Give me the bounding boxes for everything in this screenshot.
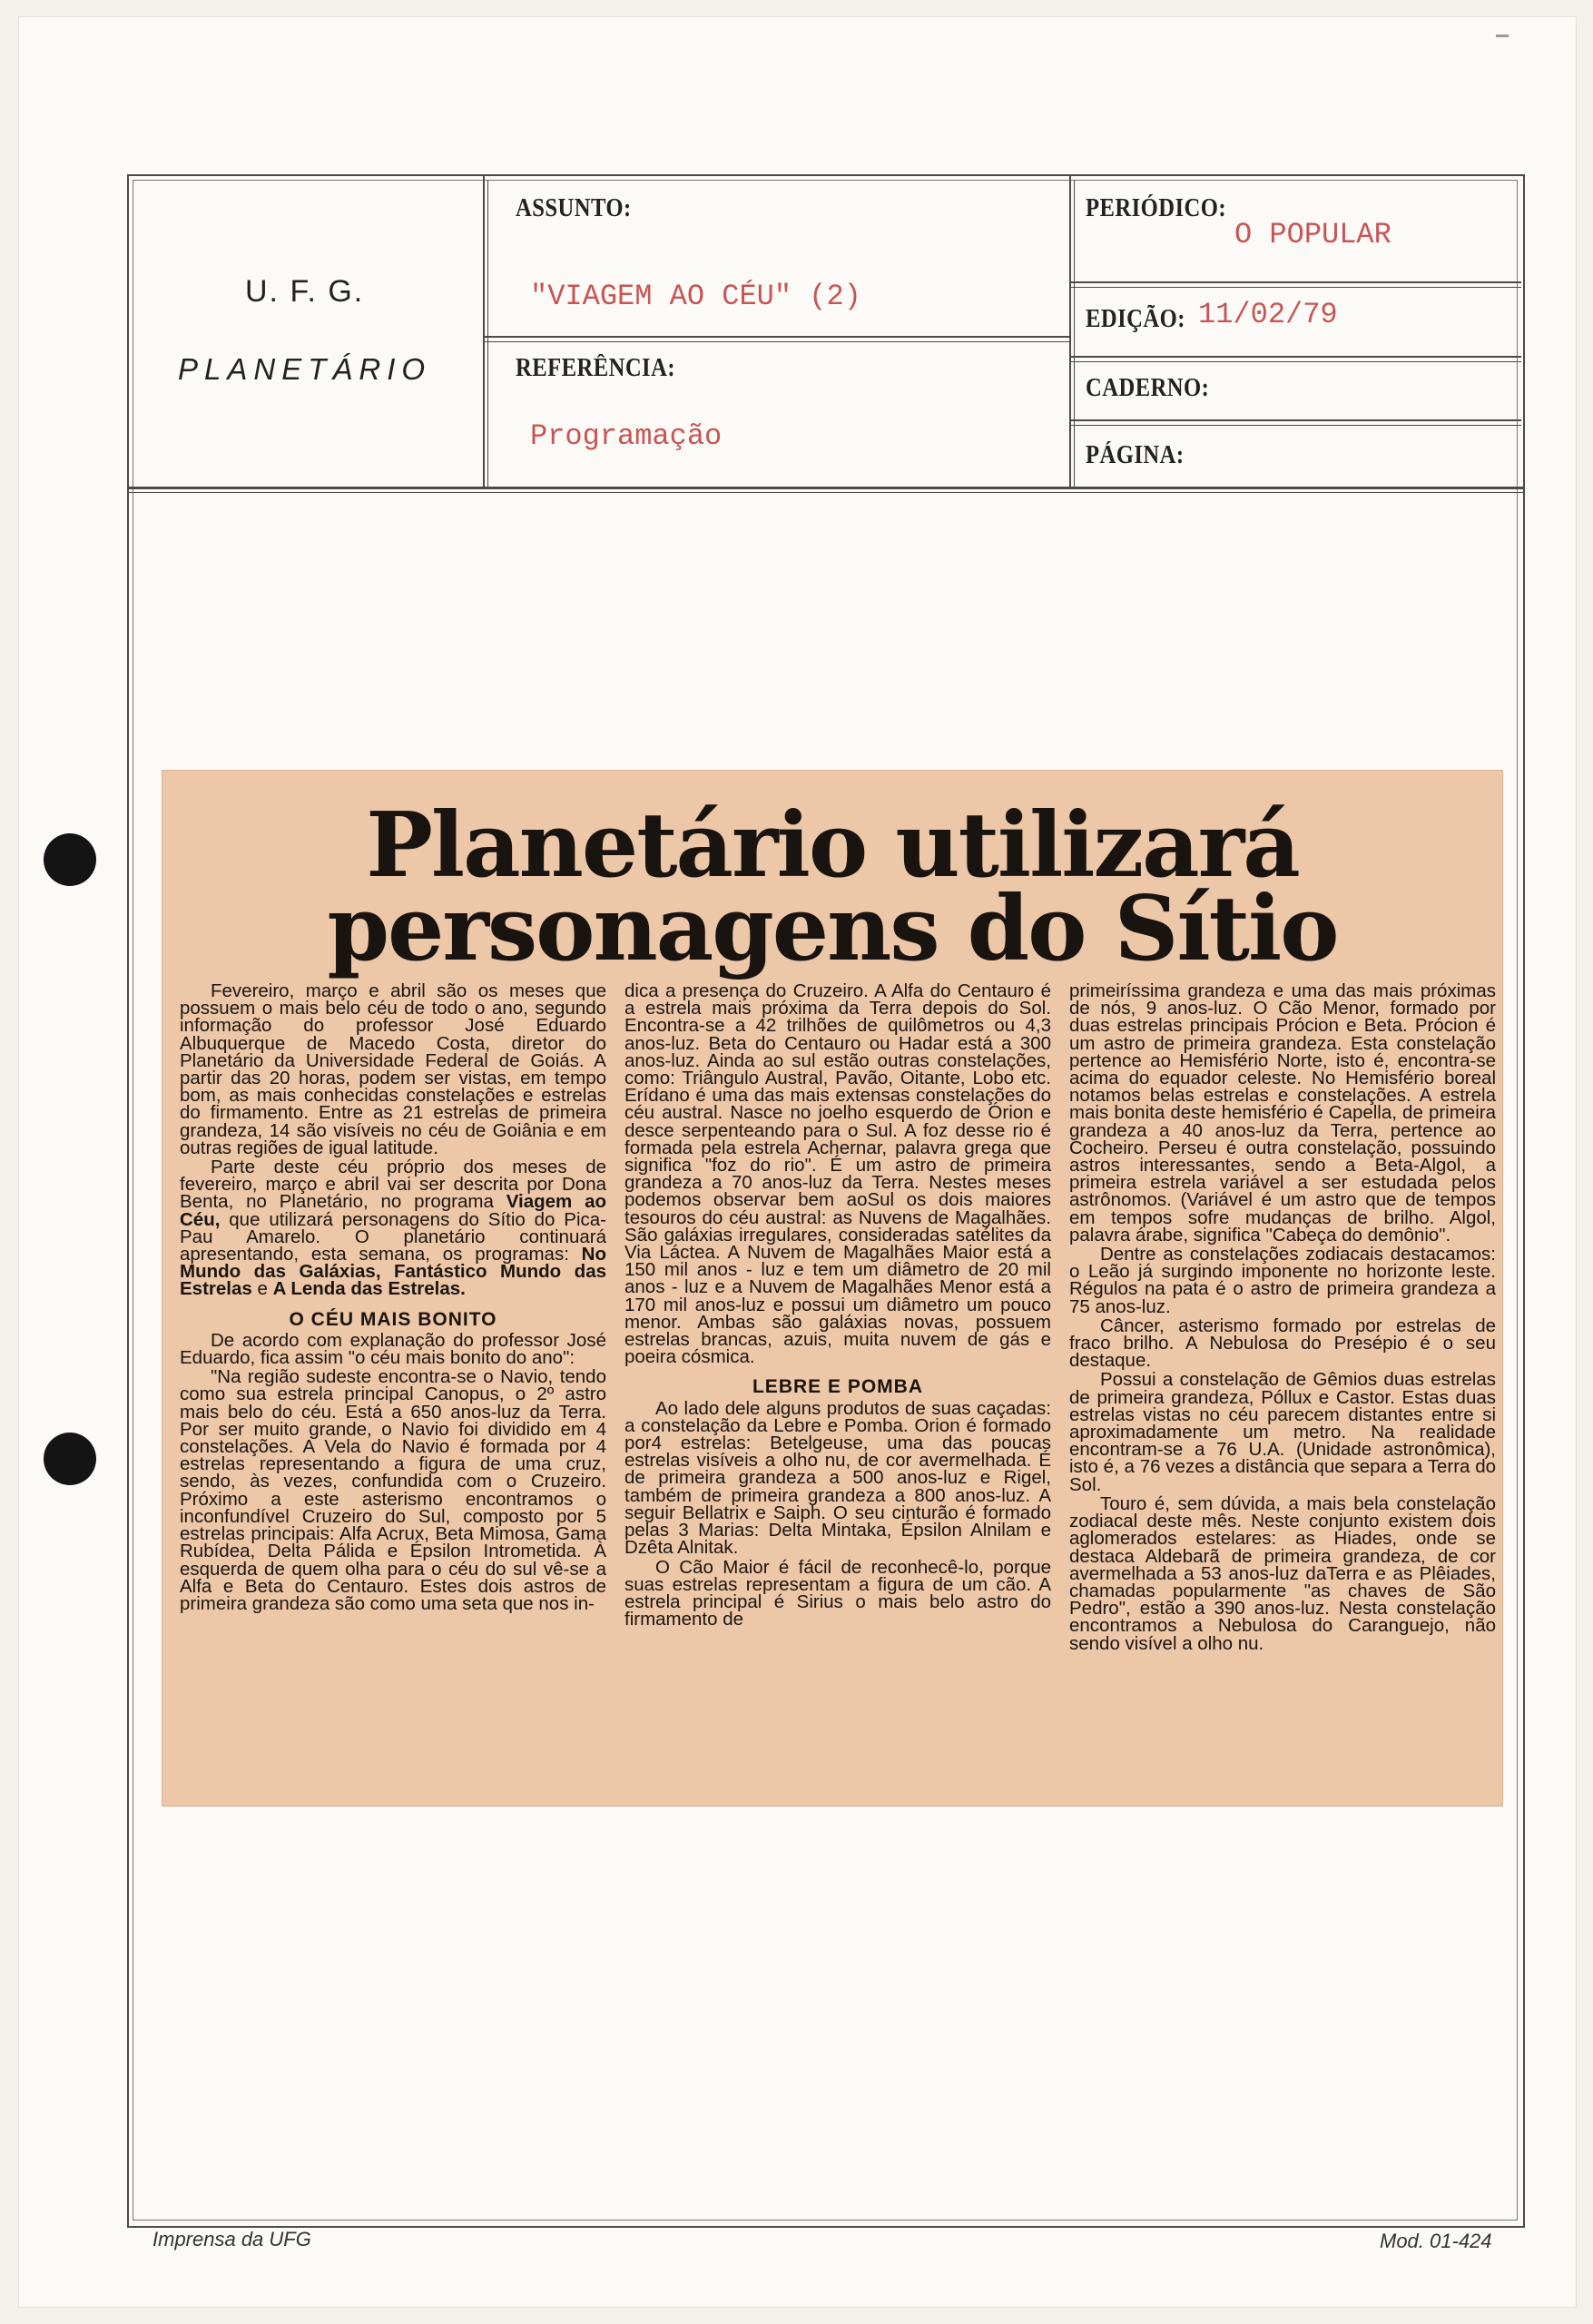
binder-hole-top bbox=[44, 833, 96, 886]
col2-subhead: LEBRE E POMBA bbox=[752, 1376, 923, 1398]
col1-paragraph-2: Parte deste céu próprio dos meses de fevereiro, março e abril vai ser descrita por Dona Benta, no Planetário, no programa Viagem ao Céu, que utilizará personagens do Sítio do Pica-Pau Amarelo. O planetário continuará apresentando, esta semana, os programas: No Mundo das Galáxias, Fantástico Mundo das Estrelas e A Lenda das Estrelas. bbox=[180, 1157, 607, 1300]
referencia-label: REFERÊNCIA: bbox=[516, 354, 675, 382]
department-name: PLANETÁRIO bbox=[178, 352, 432, 386]
edicao-value: 11/02/79 bbox=[1198, 298, 1338, 331]
col3-paragraph-3: Câncer, asterismo formado por estrelas de fraco brilho. A Nebulosa do Presépio é o seu destaque. bbox=[1069, 1315, 1496, 1372]
col3-paragraph-4: Possui a constelação de Gêmios duas estrelas de primeira grandeza, Póllux e Castor. Estas duas estrelas vistas no céu parecem distantes entre si aproximadamente um metro. Na realidade encontram-se a 76 U.A. (Unidade astronômica), isto é, a 76 vezes a distância que separa a Terra do Sol. bbox=[1069, 1369, 1496, 1495]
col1-paragraph-4: "Na região sudeste encontra-se o Navio, tendo como sua estrela principal Canopus, o 2º astro mais belo do céu. Está a 650 anos-luz da Terra. Por ser muito grande, o Navio foi dividido em 4 constelações. A Vela do Navio é formada por 4 estrelas representando a figura de uma cruz, sendo, às vezes, confundida com o Cruzeiro. Próximo a este asterismo encontramos o inconfundível Cruzeiro do Sul, composto por 5 estrelas principais: Alfa Acrux, Beta Mimosa, Gama Rubídea, Delta Pálida e Épsilon Intrometida. À esquerda de quem olha para o céu do sul vê-se a Alfa e Beta do Centauro. Estes dois astros de primeira grandeza são como uma seta que nos in- bbox=[180, 1366, 606, 1614]
periodico-value: O POPULAR bbox=[1234, 218, 1391, 251]
edicao-label: EDIÇÃO: bbox=[1086, 305, 1185, 333]
header-bottom-line bbox=[127, 487, 1523, 489]
footer-printer: Imprensa da UFG bbox=[152, 2228, 311, 2250]
col2-paragraph-3: O Cão Maior é fácil de reconhecê-lo, porque suas estrelas representam a figura de um cão. A estrela principal é Sirius o mais belo astro do firmamento de bbox=[624, 1556, 1051, 1630]
col2-paragraph-1: dica a presença do Cruzeiro. A Alfa do Centauro é a estrela mais próxima da Terra depois do Sol. Encontra-se a 42 trilhões de quilômetros ou 4,3 anos-luz. Beta do Centauro ou Hadar está a 300 anos-luz. Ainda ao sul estão outras constelações, como: Triângulo Austral, Pavão, Oitante, Lobo etc. Erídano é uma das mais extensas constelações do céu austral. Nasce no joelho esquerdo de Órion e desce serpenteando para o Sul. A foz desse rio é formada pela estrela Achernar, palavra grega que significa "foz do rio". É um astro de primeira grandeza a 70 anos-luz da Terra. Nestes meses podemos observar bem aoSul os dois maiores tesouros do céu austral: as Nuvens de Magalhães. São galáxias irregulares, consideradas satélites da Via Láctea. A Nuvem de Magalhães Maior está a 150 mil anos - luz e tem um diâmetro de 20 mil anos - luz e a Nuvem de Magalhães Menor está a 170 mil anos-luz e possui um diâmetro um pouco menor. Ambas são galáxias novas, possuem estrelas brancas, azuis, muita nuvem de gás e poeira cósmica. bbox=[624, 980, 1051, 1368]
pagina-label: PÁGINA: bbox=[1086, 441, 1185, 469]
col1-paragraph-3: De acordo com explanação do professor José Eduardo, fica assim "o céu mais bonito do ano": bbox=[180, 1329, 606, 1369]
col1-paragraph-1: Fevereiro, março e abril são os meses que possuem o mais belo céu de todo o ano, segundo informação do professor José Eduardo Albuquerque de Macedo Costa, diretor do Planetário da Universidade Federal de Goiás. A partir das 20 horas, podem ser vistas, em tempo bom, as mais conhecidas constelações e estrelas do firmamento. Entre as 21 estrelas de primeira grandeza, 14 são visíveis no céu de Goiânia e em outras regiões de igual latitude. bbox=[180, 980, 606, 1158]
col3-paragraph-2: Dentre as constelações zodiacais destacamos: o Leão já surgindo imponente no horizonte leste. Régulos na pata é o astro de primeira grandeza a 75 anos-luz. bbox=[1069, 1244, 1496, 1317]
header-divider-1b bbox=[487, 180, 488, 488]
paper-speck bbox=[1496, 34, 1509, 37]
caderno-divider-b bbox=[1071, 425, 1521, 426]
col1-subhead: O CÉU MAIS BONITO bbox=[289, 1308, 497, 1330]
periodico-divider-b bbox=[1071, 287, 1521, 288]
header-bottom-line-2 bbox=[127, 492, 1523, 493]
col2-paragraph-2: Ao lado dele alguns produtos de suas caçadas: a constelação da Lebre e Pomba. Orion é formado por4 estrelas: Betelgeuse, uma das poucas estrelas visíveis a olho nu, de cor avermelhada. É de primeira grandeza a 500 anos-luz e Rigel, também de primeira grandeza a 800 anos-luz. A seguir Bellatrix e Saiph. O seu cinturão é formado pelas 3 Marias: Delta Mintaka, Épsilon Alnilam e Dzêta Alnitak. bbox=[624, 1397, 1051, 1559]
footer-form-code: Mod. 01-424 bbox=[1380, 2230, 1492, 2252]
col3-paragraph-1: primeiríssima grandeza e uma das mais próximas de nós, 9 anos-luz. O Cão Menor, formado por duas estrelas principais Prócion e Beta. Prócion é um astro de primeira grandeza. Esta constelação pertence ao Hemisfério Norte, isto é, encontra-se acima do equador celeste. No Hemisfério boreal notamos belas estrelas e constelações. A estrela mais bonita deste hemisfério é Capella, de primeira grandeza a 40 anos-luz da Terra, pertence ao Cocheiro. Perseu é outra constelação, possuindo astros interessantes, sendo a Beta-Algol, a primeira estrela variável a ser estudada pelos astrônomos. (Variável é um astro que de tempos em tempos sofre mudanças de brilho. Algol, palavra árabe, significa "Cabeça do demônio". bbox=[1069, 980, 1496, 1246]
header-divider-2 bbox=[1069, 174, 1071, 488]
assunto-ref-divider-2 bbox=[485, 341, 1071, 342]
header-divider-2b bbox=[1074, 180, 1075, 488]
periodico-label: PERIÓDICO: bbox=[1086, 194, 1226, 222]
article-column-2 bbox=[624, 982, 1051, 1630]
referencia-value: Programação bbox=[530, 419, 723, 453]
headline-line-2: personagens do Sítio bbox=[327, 877, 1338, 981]
col3-paragraph-5: Touro é, sem dúvida, a mais bela constelação zodiacal deste mês. Neste conjunto existem dois aglomerados estelares: as Hiades, onde se destaca Aldebarã de primeira grandeza, de cor avermelhada a 53 anos-luz daTerra e as Plêiades, chamadas popularmente "as chaves de São Pedro", estão a 390 anos-luz. Nesta constelação encontramos a Nebulosa do Caranguejo, não sendo visível a olho nu. bbox=[1069, 1492, 1496, 1654]
assunto-label: ASSUNTO: bbox=[516, 194, 632, 222]
article-column-3 bbox=[1069, 982, 1496, 1654]
caderno-divider bbox=[1071, 419, 1521, 421]
caderno-label: CADERNO: bbox=[1086, 374, 1210, 402]
binder-hole-bottom bbox=[44, 1433, 96, 1485]
newspaper-clipping bbox=[162, 770, 1503, 1807]
edicao-divider bbox=[1071, 356, 1521, 358]
assunto-value: "VIAGEM AO CÉU" (2) bbox=[530, 280, 861, 313]
periodico-divider bbox=[1071, 281, 1521, 283]
institution-name: U. F. G. bbox=[245, 274, 365, 309]
header-divider-1 bbox=[483, 174, 485, 488]
headline-line-1: Planetário utilizará bbox=[366, 793, 1299, 898]
edicao-divider-b bbox=[1071, 361, 1521, 362]
assunto-ref-divider bbox=[485, 336, 1071, 338]
article-column-1 bbox=[180, 982, 606, 1614]
